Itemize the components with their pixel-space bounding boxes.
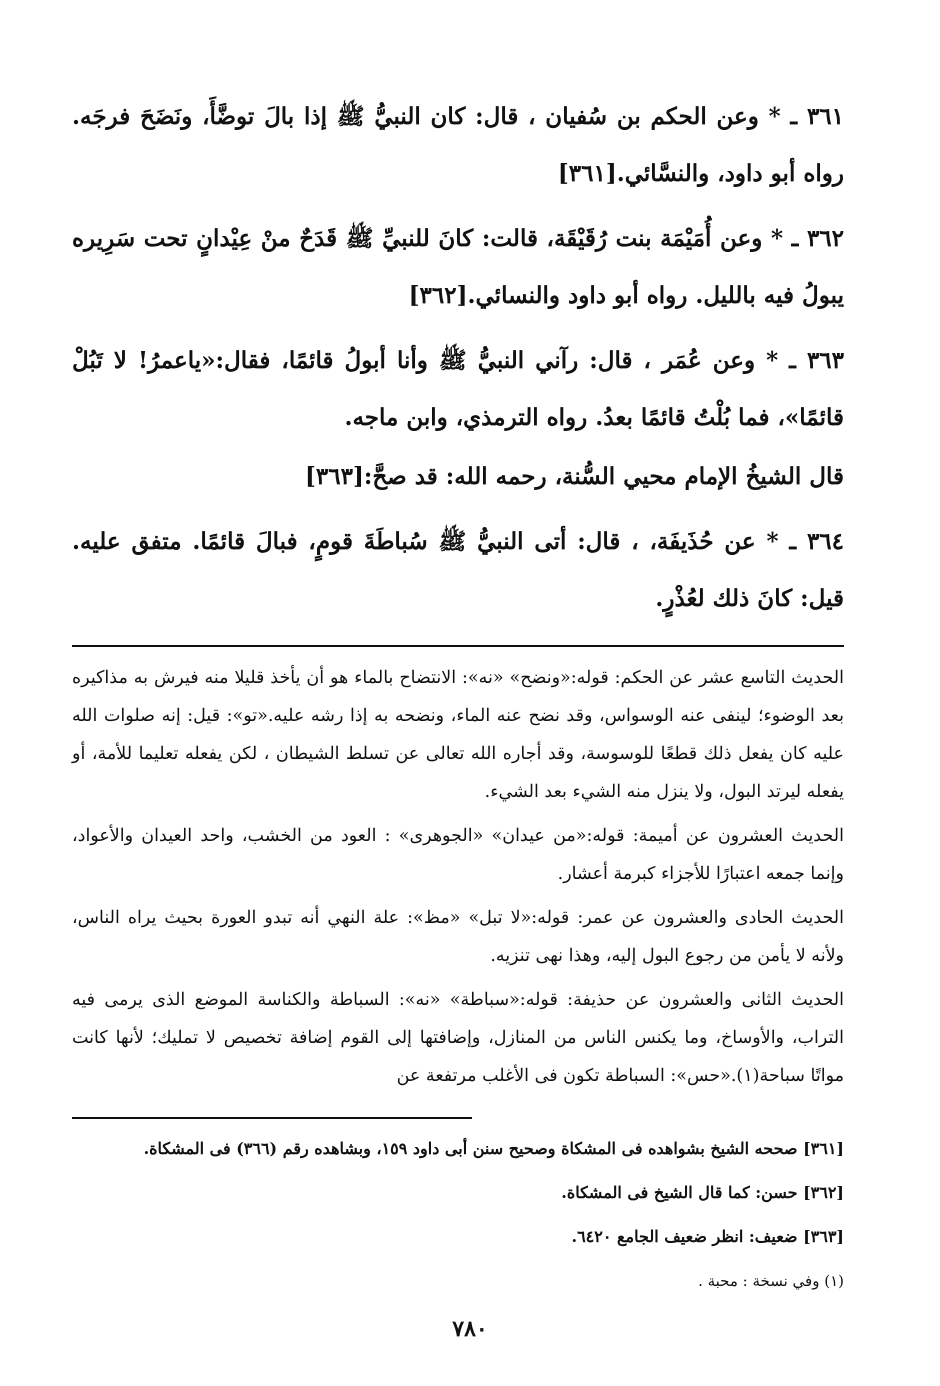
commentary-paragraph: الحديث التاسع عشر عن الحكم: قوله:«ونضح» «نه»: الانتضاح بالماء هو أن يأخذ قليلا منه فيرش به مذاكيره بعد الوضوء؛ لينفى عنه الوسواس، وقد نضح عنه الماء، ونضحه به إذا رشه عليه.«تو»: قيل: إنه صلوات الله عليه كان يفعل ذلك قطعًا للوسوسة، وقد أجاره الله تعالى عن تسلط الشيطان ، لكن يفعله تعليما للأمة، أو يفعله ليرتد البول، ولا ينزل منه الشيء بعد الشيء. (72, 668, 844, 802)
hadith-363: ٣٦٣ ـ * وعن عُمَر ، قال: رآني النبيُّ ﷺ وأنا أبولُ قائمًا، فقال:«ياعمرُ! لا تَبُلْ قائمًا»، فما بُلْتُ قائمًا بعدُ. رواه الترمذي، وابن ماجه. (72, 347, 844, 431)
commentary-divider (72, 645, 844, 647)
commentary-paragraph: الحديث العشرون عن أميمة: قوله:«من عيدان» «الجوهرى» : العود من الخشب، واحد العيدان والأعواد، وإنما جمعه اعتبارًا للأجزاء كبرمة أعشار. (72, 826, 844, 884)
footnote-362: [٣٦٢] حسن: كما قال الشيخ فى المشكاة. (561, 1183, 844, 1202)
commentary-paragraph: الحديث الحادى والعشرون عن عمر: قوله:«لا تبل» «مظ»: علة النهي أنه تبدو العورة بحيث يراه الناس، ولأنه لا يأمن من رجوع البول إليه، وهذا نهى تنزيه. (72, 908, 844, 966)
footnote-divider (72, 1117, 472, 1119)
commentary-paragraph: الحديث الثانى والعشرون عن حذيفة: قوله:«سباطة» «نه»: السباطة والكناسة الموضع الذى يرمى فيه التراب، والأوساخ، وما يكنس الناس من المنازل، وإضافتها إلى القوم إضافة تخصيص لا تمليك؛ لأنها كانت مواتًا سباحة(١).«حس»: السباطة تكون فى الأغلب مرتفعة عن (72, 990, 844, 1086)
footnotes-section (72, 1129, 844, 1301)
hadith-362: ٣٦٢ ـ * وعن أُمَيْمَة بنت رُقَيْقَة، قالت: كانَ للنبيِّ ﷺ قَدَحٌ منْ عِيْدانٍ تحت سَرِيره يبولُ فيه بالليل. رواه أبو داود والنسائي.[٣٦٢] (72, 225, 844, 309)
footnote-361: [٣٦١] صححه الشيخ بشواهده فى المشكاة وصحيح سنن أبى داود ١٥٩، وبشاهده رقم (٣٦٦) فى المشكاة. (143, 1139, 844, 1158)
hadith-section (72, 88, 844, 627)
hadith-361: ٣٦١ ـ * وعن الحكم بن سُفيان ، قال: كان النبيُّ ﷺ إذا بالَ توضَّأَ، ونَضَحَ فرجَه. رواه أبو داود، والنسَّائي.[٣٦١] (72, 103, 844, 187)
hadith-364: ٣٦٤ ـ * عن حُذَيفَة، ، قال: أتى النبيُّ ﷺ سُباطَةَ قومٍ، فبالَ قائمًا. متفق عليه. قيل: كانَ ذلك لعُذْرٍ. (72, 528, 844, 612)
footnote-363: [٣٦٣] ضعيف: انظر ضعيف الجامع ٦٤٢٠. (571, 1227, 844, 1246)
sheikh-note: قال الشيخُ الإمام محيي السُّنة، رحمه الله: قد صحَّ:[٣٦٣] (305, 463, 844, 490)
document-page (72, 88, 844, 1378)
footnote-variant: (١) وفي نسخة : محبة . (698, 1272, 844, 1290)
page-number: ٧٨٠ (452, 1316, 488, 1342)
commentary-section (72, 659, 844, 1095)
